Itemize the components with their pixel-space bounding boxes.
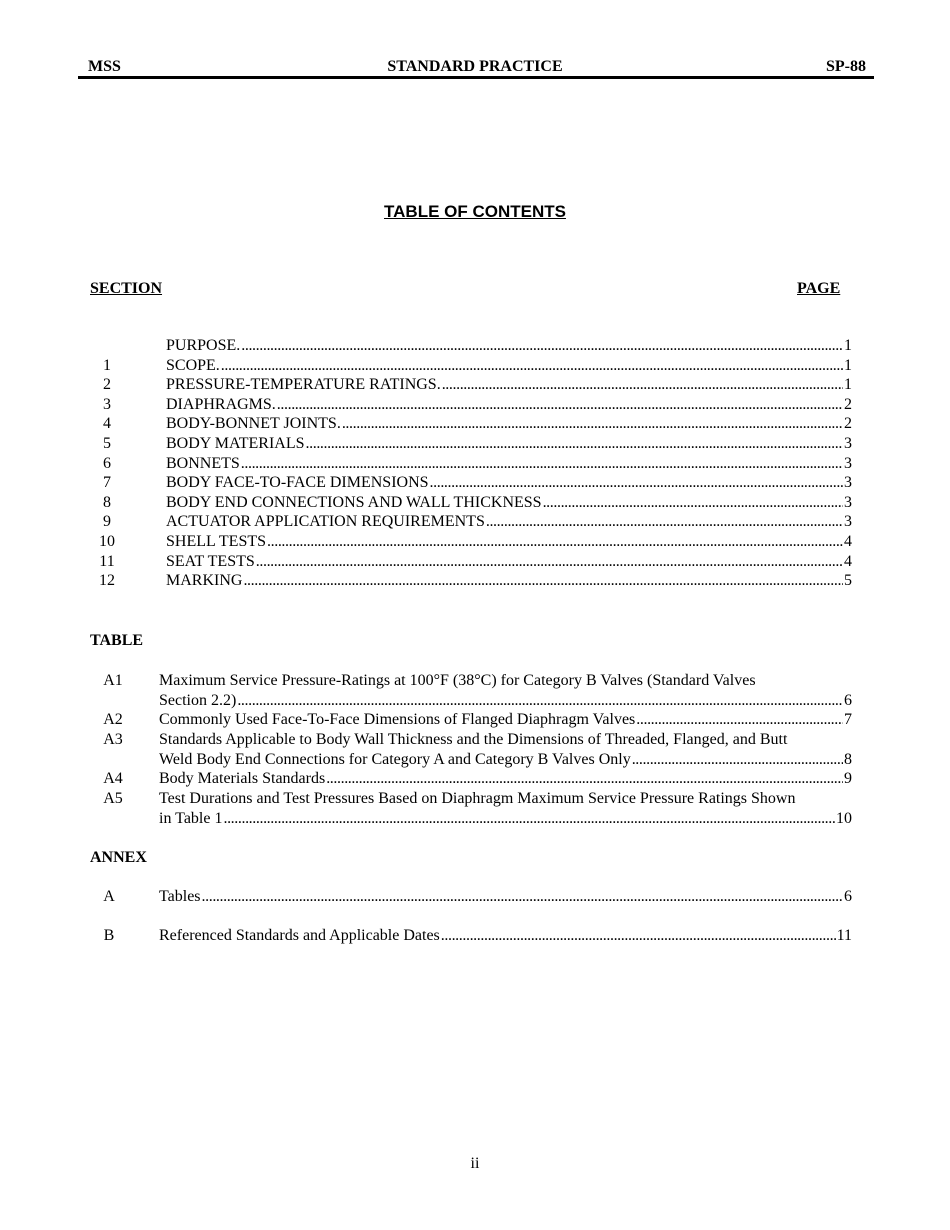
table-heading: TABLE <box>90 632 144 649</box>
toc-line <box>166 571 852 591</box>
leader-dots <box>202 887 843 907</box>
entry-title: DIAPHRAGMS. <box>166 395 276 413</box>
table-entry <box>159 769 852 789</box>
section-entry <box>166 375 852 395</box>
section-number: 8 <box>103 493 111 511</box>
annex-heading: ANNEX <box>90 849 147 866</box>
toc-line <box>166 414 852 434</box>
footer-page-number: ii <box>470 1155 480 1172</box>
page-column-header: PAGE <box>797 280 841 297</box>
entry-page: 1 <box>844 376 852 394</box>
section-number: 3 <box>103 395 111 413</box>
leader-dots <box>636 710 843 730</box>
header-center: STANDARD PRACTICE <box>387 58 563 75</box>
entry-title: in Table 1 <box>159 809 223 827</box>
section-number: 11 <box>99 552 115 570</box>
section-entry <box>166 473 852 493</box>
entry-title: SHELL TESTS <box>166 533 267 550</box>
section-entry <box>166 571 852 591</box>
entry-title: Tables <box>159 888 201 905</box>
section-entry <box>166 493 852 513</box>
entry-title: Referenced Standards and Applicable Dates <box>159 927 440 944</box>
section-number: 6 <box>103 454 111 472</box>
annex-letter: B <box>103 927 115 944</box>
entry-title: PRESSURE-TEMPERATURE RATINGS. <box>166 376 441 394</box>
section-number: 9 <box>103 513 111 531</box>
annex-letter: A <box>103 888 115 905</box>
toc-line <box>166 532 852 552</box>
entry-title: Commonly Used Face-To-Face Dimensions of Flanged Diaphragm Valves <box>159 711 636 728</box>
leader-dots <box>237 691 843 711</box>
leader-dots <box>221 356 843 376</box>
toc-line <box>166 512 852 532</box>
entry-title: Section 2.2) <box>159 691 237 709</box>
section-entry <box>166 454 852 474</box>
entry-title: Body Materials Standards <box>159 770 326 787</box>
leader-dots <box>223 809 835 829</box>
page-title: TABLE OF CONTENTS <box>384 202 566 221</box>
entry-title: Weld Body End Connections for Category A and Category B Valves Only <box>159 750 631 768</box>
entry-page: 3 <box>844 474 852 492</box>
section-entry <box>166 356 852 376</box>
leader-dots <box>241 336 843 356</box>
toc-line <box>166 356 852 376</box>
leader-dots <box>543 493 843 513</box>
entry-page: 3 <box>844 513 852 531</box>
leader-dots <box>256 552 843 572</box>
toc-line <box>166 434 852 454</box>
entry-page: 6 <box>844 888 852 905</box>
table-number: A1 <box>103 672 123 689</box>
toc-line <box>159 710 852 730</box>
section-number: 2 <box>103 376 111 394</box>
toc-line <box>159 691 852 711</box>
entry-title: BODY MATERIALS <box>166 435 305 452</box>
section-entry <box>166 434 852 454</box>
section-number: 10 <box>99 533 115 550</box>
entry-page: 8 <box>844 750 852 768</box>
toc-line <box>159 887 852 907</box>
section-number: 5 <box>103 435 111 452</box>
entry-page: 4 <box>844 533 852 550</box>
entry-page: 11 <box>836 927 852 944</box>
annex-entry <box>159 887 852 907</box>
section-entry <box>166 532 852 552</box>
table-number: A4 <box>103 770 123 787</box>
entry-page: 1 <box>844 337 852 354</box>
table-entry <box>159 789 852 828</box>
entry-page: 3 <box>844 454 852 472</box>
leader-dots <box>632 750 843 770</box>
section-entry <box>166 336 852 356</box>
entry-title: BODY FACE-TO-FACE DIMENSIONS <box>166 474 429 492</box>
table-number: A5 <box>103 790 123 807</box>
toc-line <box>166 552 852 572</box>
leader-dots <box>441 926 836 946</box>
entry-page: 10 <box>836 809 852 827</box>
leader-dots <box>241 454 843 474</box>
table-entry <box>159 730 852 769</box>
table-number: A3 <box>103 731 123 748</box>
section-number: 1 <box>103 356 111 374</box>
leader-dots <box>306 434 843 454</box>
toc-line <box>166 336 852 356</box>
section-entry <box>166 414 852 434</box>
toc-line <box>166 395 852 415</box>
leader-dots <box>277 395 843 415</box>
entry-page: 3 <box>844 435 852 452</box>
header-right: SP-88 <box>826 58 866 75</box>
entry-page: 9 <box>844 770 852 787</box>
entry-title-line1: Standards Applicable to Body Wall Thickness and the Dimensions of Threaded, Flanged, and Butt <box>159 731 788 748</box>
entry-title: BODY END CONNECTIONS AND WALL THICKNESS <box>166 493 542 511</box>
toc-line <box>166 473 852 493</box>
toc-line <box>166 493 852 513</box>
leader-dots <box>267 532 843 552</box>
entry-title: BODY-BONNET JOINTS. <box>166 415 341 433</box>
toc-line <box>159 769 852 789</box>
entry-page: 1 <box>844 356 852 374</box>
leader-dots <box>486 512 843 532</box>
section-number: 12 <box>99 572 115 590</box>
table-entry <box>159 671 852 710</box>
section-entry <box>166 395 852 415</box>
table-number: A2 <box>103 711 123 728</box>
toc-line <box>166 454 852 474</box>
leader-dots <box>430 473 843 493</box>
leader-dots <box>243 571 843 591</box>
entry-page: 6 <box>844 691 852 709</box>
leader-dots <box>326 769 843 789</box>
entry-title: MARKING <box>166 572 243 590</box>
leader-dots <box>442 375 843 395</box>
toc-line <box>159 809 852 829</box>
section-entry <box>166 552 852 572</box>
toc-line <box>166 375 852 395</box>
table-entry <box>159 710 852 730</box>
header-left: MSS <box>88 58 121 75</box>
entry-page: 2 <box>844 395 852 413</box>
entry-page: 2 <box>844 415 852 433</box>
toc-line <box>159 750 852 770</box>
section-number: 7 <box>103 474 111 492</box>
annex-entry <box>159 926 852 946</box>
entry-page: 5 <box>844 572 852 590</box>
entry-page: 3 <box>844 493 852 511</box>
entry-title: ACTUATOR APPLICATION REQUIREMENTS <box>166 513 485 531</box>
leader-dots <box>342 414 843 434</box>
entry-page: 4 <box>844 552 852 570</box>
entry-title: SEAT TESTS <box>166 552 255 570</box>
entry-title: PURPOSE. <box>166 337 241 354</box>
entry-page: 7 <box>844 711 852 728</box>
entry-title-line1: Test Durations and Test Pressures Based on Diaphragm Maximum Service Pressure Ratings Shown <box>159 790 796 807</box>
entry-title: BONNETS <box>166 454 240 472</box>
toc-line <box>159 926 852 946</box>
header-rule <box>78 76 874 79</box>
entry-title-line1: Maximum Service Pressure-Ratings at 100°F (38°C) for Category B Valves (Standard Valves <box>159 672 756 689</box>
section-number: 4 <box>103 415 111 433</box>
entry-title: SCOPE. <box>166 356 220 374</box>
section-entry <box>166 512 852 532</box>
section-column-header: SECTION <box>90 280 163 297</box>
